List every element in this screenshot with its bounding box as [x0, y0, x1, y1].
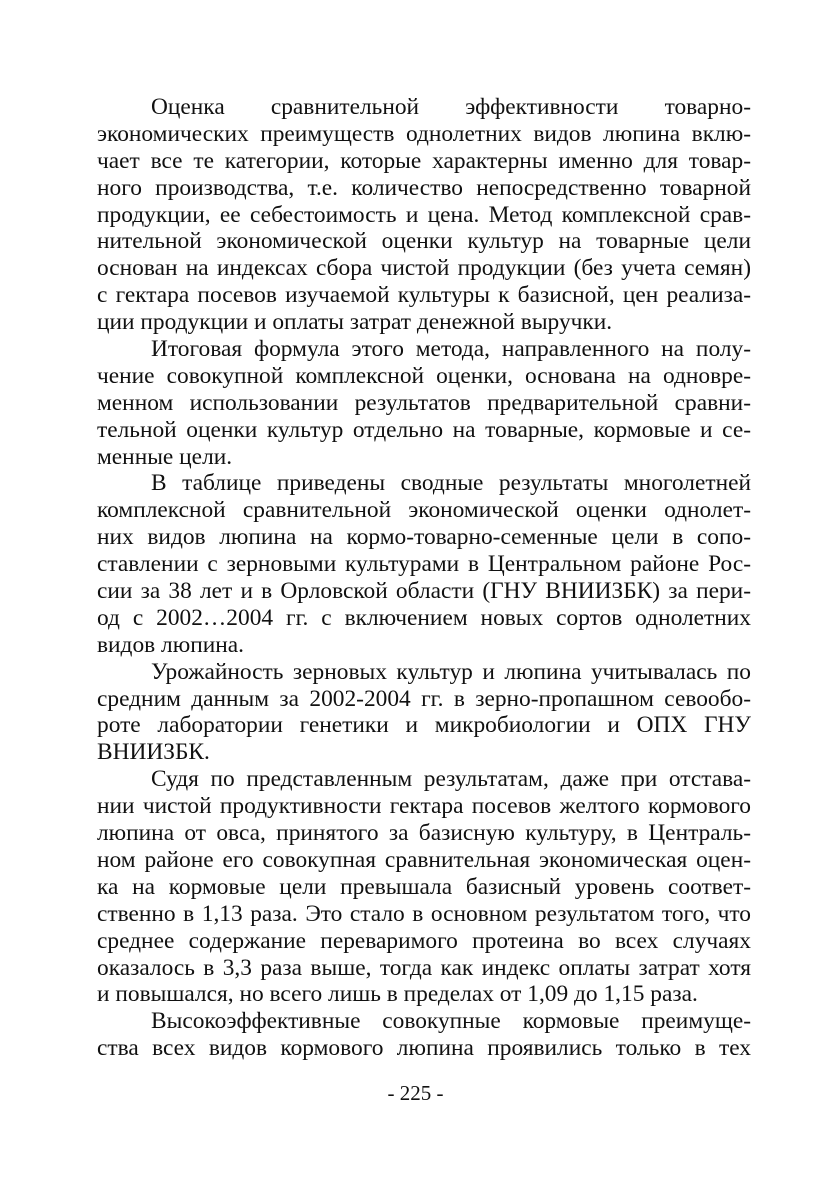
text-line: продукции, ее себестоимость и цена. Метод комплексной срав- [97, 201, 751, 228]
text-line: них видов люпина на кормо-товарно-семенные цели в сопо- [97, 524, 751, 551]
document-page [97, 94, 751, 1062]
text-line: ственно в 1,13 раза. Это стало в основном результатом того, что [97, 900, 751, 927]
paragraph-1 [97, 94, 751, 336]
text-line: Итоговая формула этого метода, направленного на полу- [151, 336, 751, 363]
text-line: нительной экономической оценки культур на товарные цели [97, 228, 751, 255]
page-number: - 225 - [387, 1081, 444, 1105]
text-line: комплексной сравнительной экономической оценки однолет- [97, 497, 751, 524]
text-line: ного производства, т.е. количество непосредственно товарной [97, 174, 751, 201]
text-line: чает все те категории, которые характерны именно для товар- [97, 147, 751, 174]
text-line: Судя по представленным результатам, даже при отстава- [151, 766, 751, 793]
paragraph-6 [97, 1008, 751, 1062]
text-line: средним данным за 2002-2004 гг. в зерно-пропашном севообо- [97, 685, 751, 712]
paragraph-5 [97, 766, 751, 1008]
text-line: чение совокупной комплексной оценки, основана на одновре- [97, 362, 751, 389]
text-line: Высокоэффективные совокупные кормовые преимуще- [151, 1008, 751, 1035]
text-line: менные цели. [97, 443, 233, 470]
text-line: видов люпина. [97, 631, 244, 658]
paragraph-3 [97, 470, 751, 658]
paragraph-2 [97, 336, 751, 470]
text-line: Оценка сравнительной эффективности товарно- [151, 94, 751, 120]
text-line: ка на кормовые цели превышала базисный уровень соответ- [97, 873, 751, 900]
text-line: ции продукции и оплаты затрат денежной выручки. [97, 309, 613, 336]
paragraph-4 [97, 659, 751, 767]
text-line: В таблице приведены сводные результаты многолетней [151, 470, 751, 497]
text-line: люпина от овса, принятого за базисную культуру, в Централь- [97, 820, 751, 847]
text-line: менном использовании результатов предварительной сравни- [97, 389, 751, 416]
text-line: Урожайность зерновых культур и люпина учитывалась по [151, 658, 751, 685]
text-line: оказалось в 3,3 раза выше, тогда как индекс оплаты затрат хотя [97, 954, 751, 981]
text-line: экономических преимуществ однолетних видов люпина вклю- [97, 120, 751, 147]
text-line: нии чистой продуктивности гектара посевов желтого кормового [97, 793, 751, 820]
text-line: с гектара посевов изучаемой культуры к базисной, цен реализа- [97, 282, 751, 309]
text-line: сии за 38 лет и в Орловской области (ГНУ ВНИИЗБК) за пери- [97, 578, 751, 605]
text-line: ном районе его совокупная сравнительная экономическая оцен- [97, 846, 751, 873]
text-line: тельной оценки культур отдельно на товарные, кормовые и се- [97, 416, 751, 443]
text-line: среднее содержание переваримого протеина во всех случаях [97, 927, 751, 954]
text-line: роте лаборатории генетики и микробиологии и ОПХ ГНУ [97, 712, 751, 739]
text-line: ставлении с зерновыми культурами в Центральном районе Рос- [97, 551, 751, 578]
text-line: ства всех видов кормового люпина проявились только в тех [97, 1035, 751, 1062]
text-line: основан на индексах сбора чистой продукции (без учета семян) [97, 255, 751, 282]
text-line: од с 2002…2004 гг. с включением новых сортов однолетних [97, 604, 751, 631]
text-line: ВНИИЗБК. [97, 739, 210, 766]
text-line: и повышался, но всего лишь в пределах от 1,09 до 1,15 раза. [97, 981, 698, 1008]
